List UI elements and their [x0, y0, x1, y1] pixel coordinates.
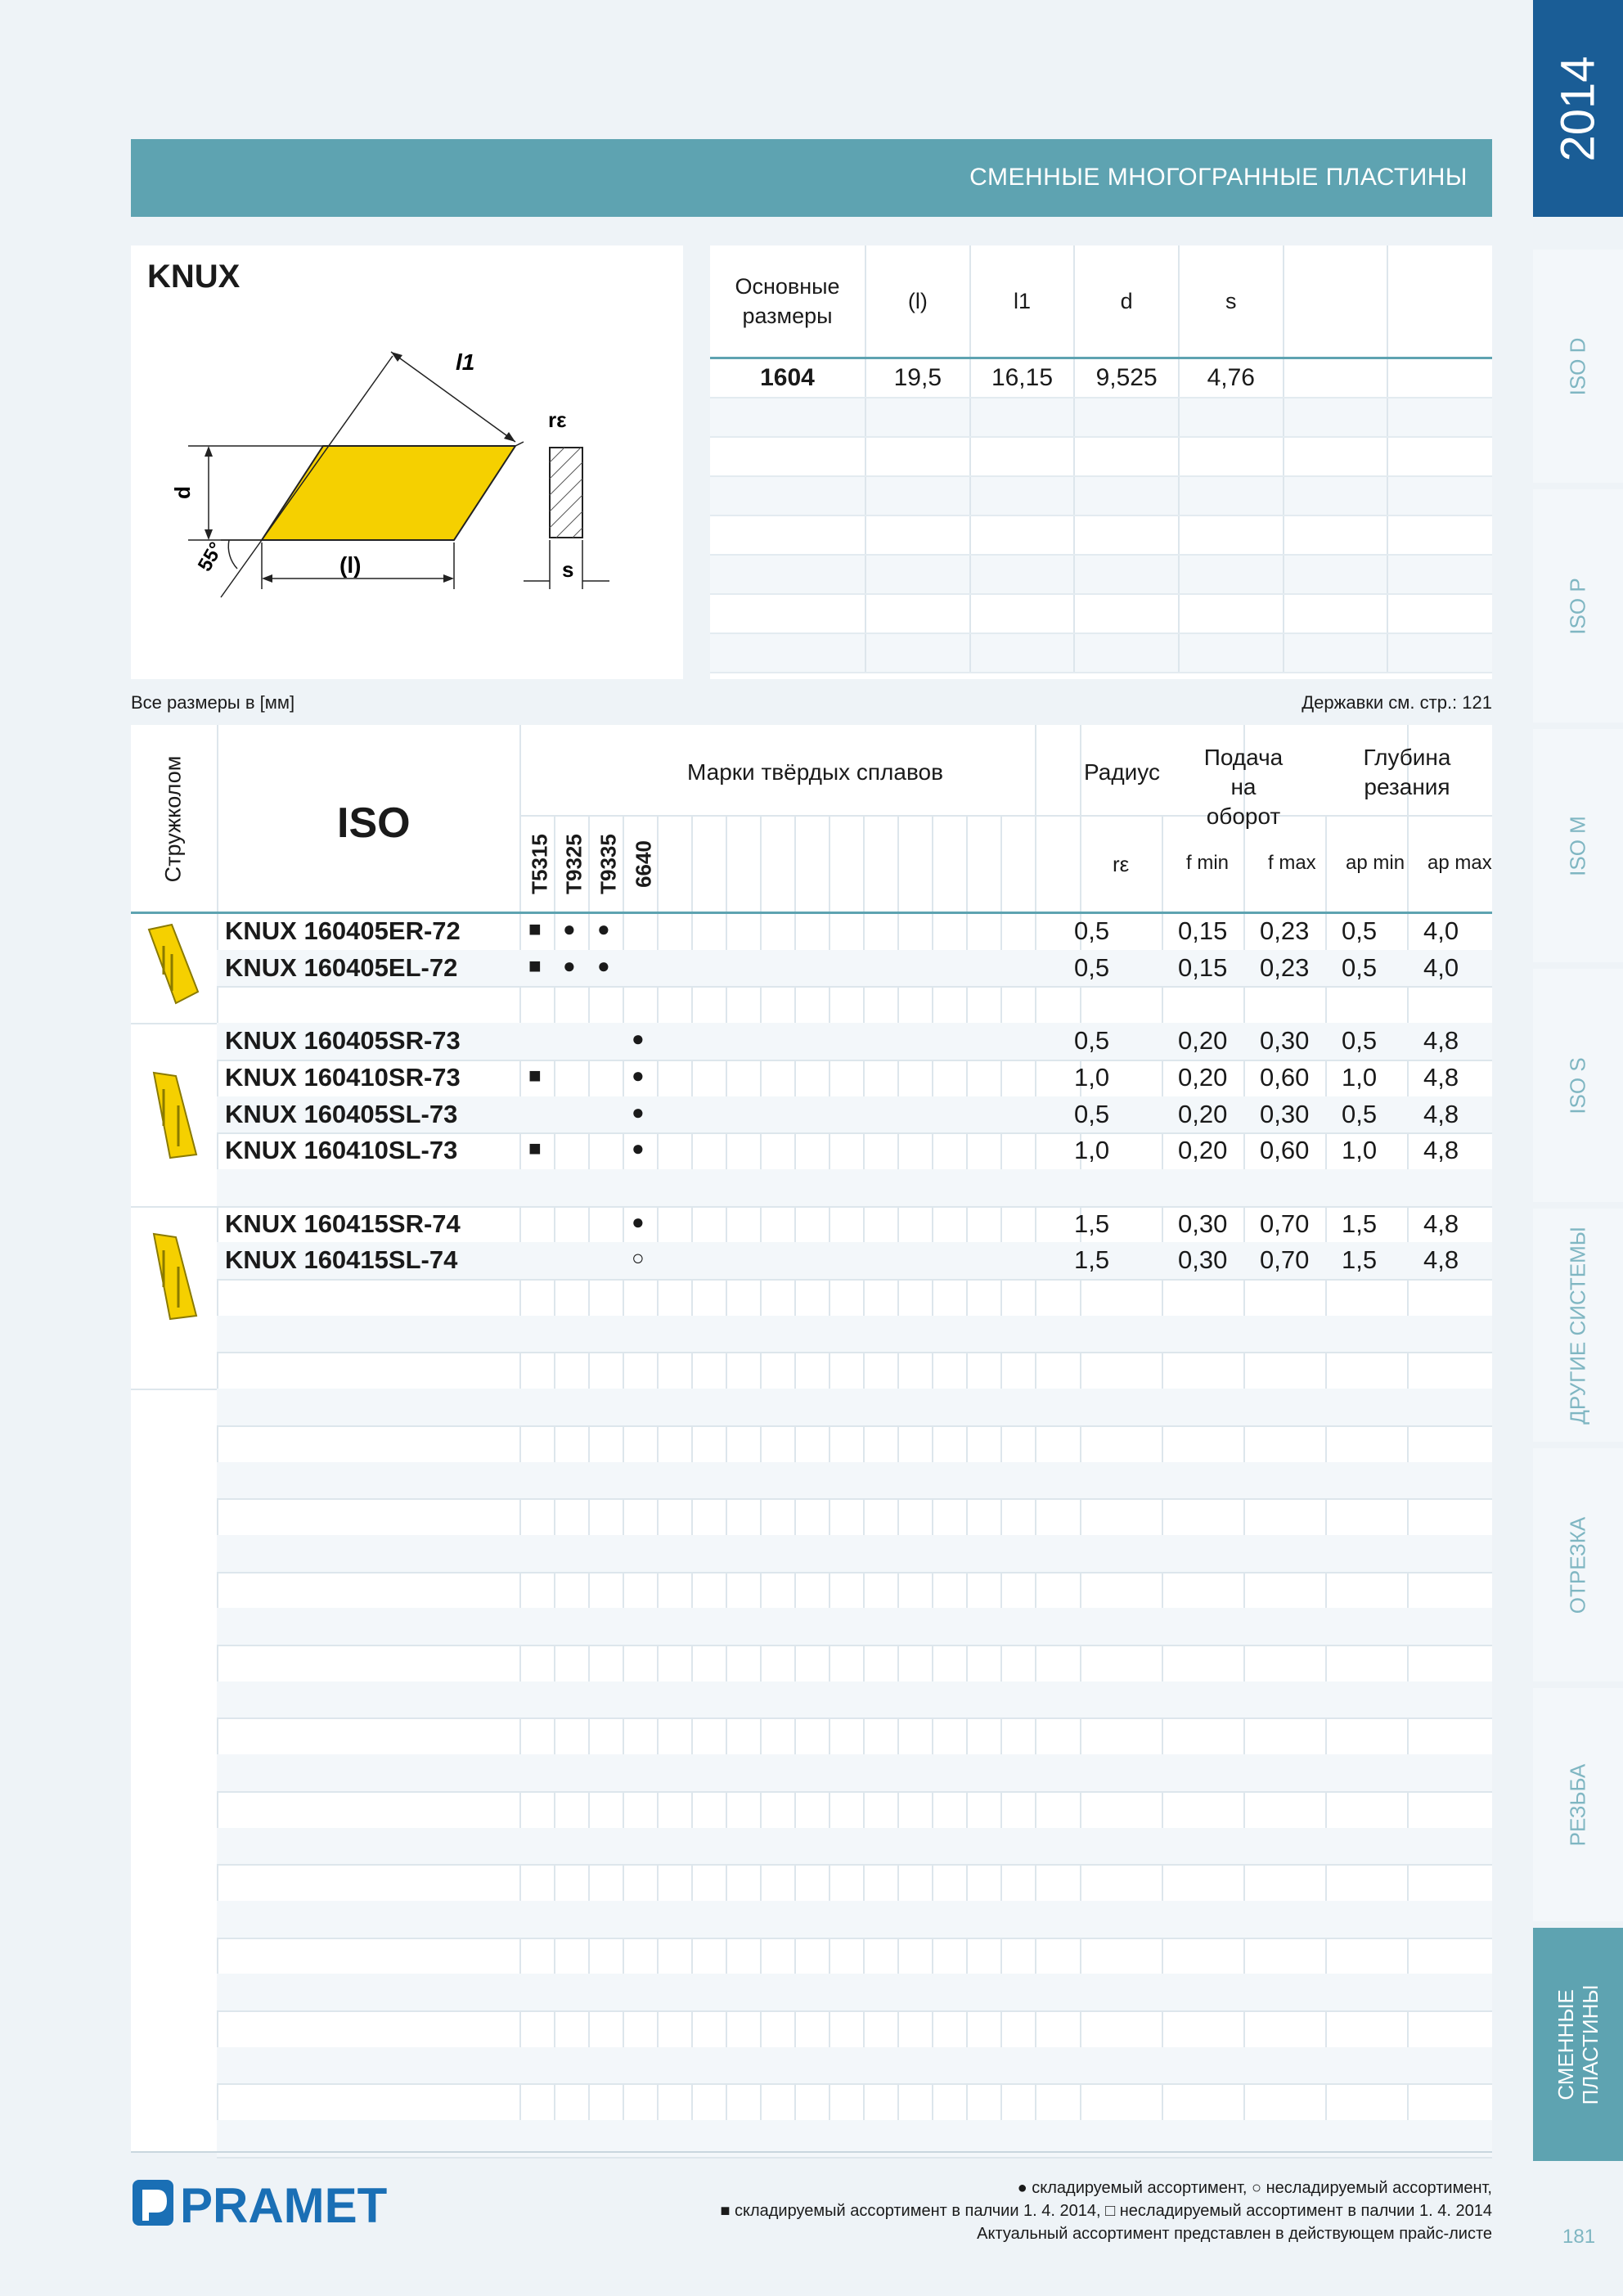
grid-line — [217, 1425, 1492, 1427]
tab-iso-d[interactable] — [1533, 250, 1623, 483]
row-band — [217, 1169, 1492, 1206]
header-radius: Радиус — [1084, 759, 1160, 785]
insert-code: KNUX 160415SR-74 — [225, 1209, 461, 1238]
availability-mark: ● — [597, 916, 610, 941]
row-band — [217, 1828, 1492, 1865]
grid-line — [217, 1206, 1492, 1208]
row-band — [217, 1974, 1492, 2010]
value-fmin: 0,15 — [1178, 916, 1228, 945]
value-r: 0,5 — [1074, 952, 1110, 982]
dim-cell: 4,76 — [1179, 358, 1284, 398]
header-iso: ISO — [337, 799, 411, 847]
row-band — [217, 1608, 1492, 1645]
value-apmin: 0,5 — [1342, 952, 1378, 982]
value-r: 0,5 — [1074, 916, 1110, 945]
row-band — [217, 1462, 1492, 1499]
availability-mark: ● — [597, 952, 610, 978]
row-band — [217, 1535, 1492, 1572]
table-row — [710, 515, 1492, 555]
row-band — [217, 1901, 1492, 1938]
header-divider — [131, 912, 1492, 914]
label-angle: 55° — [193, 538, 228, 575]
header-grades: Марки твёрдых сплавов — [687, 759, 943, 785]
grid-line — [217, 986, 1492, 988]
row-band — [217, 1316, 1492, 1353]
value-fmin: 0,20 — [1178, 1099, 1228, 1128]
grid-line — [217, 2157, 1492, 2159]
tab-inserts[interactable] — [1533, 1928, 1623, 2161]
dim-cell: 9,525 — [1074, 358, 1179, 398]
value-r: 1,5 — [1074, 1245, 1110, 1275]
table-row — [710, 633, 1492, 673]
chipbreaker-74-icon — [131, 1226, 217, 1328]
insert-code: KNUX 160410SL-73 — [225, 1136, 458, 1165]
table-bottom-line — [131, 2151, 1492, 2153]
table-row — [710, 358, 1492, 398]
grid-line — [217, 1717, 1492, 1719]
grade-label: T9335 — [596, 834, 621, 894]
value-apmin: 0,5 — [1342, 1026, 1378, 1056]
value-apmax: 4,0 — [1423, 916, 1459, 945]
availability-mark: ● — [632, 1062, 645, 1087]
availability-mark: ■ — [528, 952, 542, 978]
value-apmax: 4,8 — [1423, 1245, 1459, 1275]
sub-radius: rε — [1113, 852, 1130, 876]
value-apmin: 1,0 — [1342, 1062, 1378, 1092]
grid-line — [217, 1791, 1492, 1793]
insert-drawing — [131, 245, 683, 679]
dim-header — [1387, 245, 1492, 358]
sub-fmax: f max — [1268, 852, 1316, 874]
grid-line — [217, 1864, 1492, 1866]
availability-mark: ● — [632, 1099, 645, 1124]
value-apmin: 1,0 — [1342, 1136, 1378, 1165]
dimensions-header-row — [710, 245, 1492, 358]
grid-line — [217, 2010, 1492, 2012]
inserts-table — [131, 725, 1492, 2153]
value-apmax: 4,8 — [1423, 1026, 1459, 1056]
dim-cell: 1604 — [710, 358, 865, 398]
value-apmin: 1,5 — [1342, 1209, 1378, 1238]
value-apmin: 1,5 — [1342, 1245, 1378, 1275]
section-sidebar — [1533, 0, 1623, 2296]
value-r: 0,5 — [1074, 1099, 1110, 1128]
tab-label: РЕЗЬБА — [1565, 1763, 1590, 1846]
units-note: Все размеры в [мм] — [131, 692, 295, 713]
header-depth: Глубина резания — [1363, 745, 1451, 799]
dim-header: (l) — [865, 245, 970, 358]
row-band — [217, 1389, 1492, 1425]
dim-cell — [1284, 358, 1388, 398]
insert-code: KNUX 160405SR-73 — [225, 1026, 461, 1056]
grid-line — [217, 1498, 1492, 1500]
tab-label: ISO D — [1565, 337, 1590, 395]
grid-line — [217, 1938, 1492, 1939]
sub-apmin: ap min — [1346, 852, 1405, 874]
dim-cell: 19,5 — [865, 358, 970, 398]
sub-fmin: f min — [1186, 852, 1230, 874]
label-l: (l) — [339, 552, 362, 578]
value-r: 0,5 — [1074, 1026, 1110, 1056]
value-fmax: 0,30 — [1260, 1026, 1310, 1056]
group-divider — [131, 1389, 217, 1390]
label-s: s — [562, 557, 574, 582]
dim-header: d — [1074, 245, 1179, 358]
brand-name: PRAMET — [180, 2178, 388, 2231]
legend — [720, 2177, 1492, 2245]
value-fmin: 0,20 — [1178, 1136, 1228, 1165]
header-feed: Подача на оборот — [1203, 745, 1284, 829]
pramet-logo — [131, 2177, 401, 2231]
product-drawing-panel — [131, 245, 683, 679]
tab-parting[interactable] — [1533, 1448, 1623, 1681]
label-l1: l1 — [456, 349, 475, 375]
tab-iso-m[interactable] — [1533, 729, 1623, 962]
label-re: rε — [548, 407, 567, 432]
value-fmax: 0,23 — [1260, 952, 1310, 982]
tab-other-systems[interactable] — [1533, 1209, 1623, 1442]
tab-label: ОТРЕЗКА — [1565, 1516, 1590, 1614]
row-band — [217, 1681, 1492, 1718]
grade-label: 6640 — [631, 840, 656, 888]
insert-code: KNUX 160415SL-74 — [225, 1245, 458, 1275]
table-row — [710, 594, 1492, 633]
tab-label: СМЕННЫЕ ПЛАСТИНЫ — [1553, 1984, 1603, 2105]
holders-note: Державки см. стр.: 121 — [1302, 692, 1492, 713]
header-chipbreaker: Стружколом — [160, 755, 186, 883]
availability-mark: ● — [632, 1026, 645, 1051]
value-fmin: 0,30 — [1178, 1245, 1228, 1275]
dim-header — [1284, 245, 1388, 358]
value-r: 1,0 — [1074, 1062, 1110, 1092]
year-label: 2014 — [1551, 55, 1605, 162]
sub-apmax: ap max — [1427, 852, 1492, 874]
value-r: 1,0 — [1074, 1136, 1110, 1165]
insert-code: KNUX 160410SR-73 — [225, 1062, 461, 1092]
page-number: 181 — [1562, 2226, 1596, 2248]
product-code: KNUX — [147, 259, 241, 295]
grid-line — [217, 1352, 1492, 1353]
value-fmax: 0,70 — [1260, 1209, 1310, 1238]
tab-iso-s[interactable] — [1533, 969, 1623, 1202]
table-row — [710, 398, 1492, 437]
value-fmax: 0,60 — [1260, 1062, 1310, 1092]
grid-line — [217, 1279, 1492, 1281]
table-row — [710, 476, 1492, 515]
chipbreaker-73-icon — [131, 1065, 217, 1167]
value-fmax: 0,60 — [1260, 1136, 1310, 1165]
value-fmax: 0,70 — [1260, 1245, 1310, 1275]
grid-line — [217, 1132, 1492, 1134]
dimensions-table — [710, 245, 1492, 679]
value-apmin: 0,5 — [1342, 916, 1378, 945]
tab-label: ISO S — [1565, 1056, 1590, 1114]
row-band — [217, 2047, 1492, 2084]
dim-header: Основные размеры — [710, 245, 865, 358]
availability-mark: ● — [563, 916, 576, 941]
table-row — [710, 555, 1492, 594]
group-divider — [131, 1023, 217, 1024]
value-apmax: 4,8 — [1423, 1062, 1459, 1092]
grid-line — [217, 1572, 1492, 1573]
grade-label: T5315 — [527, 834, 552, 894]
availability-mark: ○ — [632, 1245, 645, 1271]
value-apmax: 4,8 — [1423, 1209, 1459, 1238]
value-fmin: 0,15 — [1178, 952, 1228, 982]
availability-mark: ■ — [528, 1062, 542, 1087]
value-apmax: 4,8 — [1423, 1099, 1459, 1128]
insert-code: KNUX 160405EL-72 — [225, 952, 458, 982]
grid-line — [217, 1645, 1492, 1646]
dim-cell: 16,15 — [970, 358, 1075, 398]
grid-line — [217, 2083, 1492, 2085]
tab-threading[interactable] — [1533, 1688, 1623, 1921]
tab-iso-p[interactable] — [1533, 489, 1623, 723]
dim-cell — [1387, 358, 1492, 398]
value-r: 1,5 — [1074, 1209, 1110, 1238]
group-divider — [131, 1206, 217, 1208]
legend-line: ● складируемый ассортимент, ○ несладируемый ассортимент, — [1017, 2179, 1492, 2197]
value-fmin: 0,20 — [1178, 1062, 1228, 1092]
value-apmax: 4,8 — [1423, 1136, 1459, 1165]
availability-mark: ■ — [528, 1136, 542, 1161]
tab-label: ISO M — [1565, 815, 1590, 876]
row-band — [217, 1754, 1492, 1791]
dim-header: l1 — [970, 245, 1075, 358]
availability-mark: ■ — [528, 916, 542, 941]
tab-label: ДРУГИЕ СИСТЕМЫ — [1565, 1226, 1590, 1425]
grade-label: T9325 — [561, 834, 587, 894]
label-d: d — [170, 486, 195, 499]
chipbreaker-72-icon — [131, 913, 217, 1015]
insert-code: KNUX 160405ER-72 — [225, 916, 461, 945]
legend-line: Актуальный ассортимент представлен в действующем прайс-листе — [977, 2225, 1492, 2243]
value-fmax: 0,30 — [1260, 1099, 1310, 1128]
section-title: СМЕННЫЕ МНОГОГРАННЫЕ ПЛАСТИНЫ — [969, 164, 1468, 191]
legend-line: ■ складируемый ассортимент в палчии 1. 4. 2014, □ несладируемый ассортимент в палчии 1. 4. 2014 — [720, 2202, 1492, 2220]
value-fmin: 0,30 — [1178, 1209, 1228, 1238]
value-fmin: 0,20 — [1178, 1026, 1228, 1056]
tab-label: ISO P — [1565, 577, 1590, 635]
value-fmax: 0,23 — [1260, 916, 1310, 945]
grid-line — [519, 815, 1492, 817]
insert-code: KNUX 160405SL-73 — [225, 1099, 458, 1128]
availability-mark: ● — [563, 952, 576, 978]
grid-line — [217, 1060, 1492, 1061]
table-row — [710, 437, 1492, 476]
dim-header: s — [1179, 245, 1284, 358]
availability-mark: ● — [632, 1209, 645, 1234]
availability-mark: ● — [632, 1136, 645, 1161]
value-apmax: 4,0 — [1423, 952, 1459, 982]
year-tab — [1533, 0, 1623, 217]
section-header-bar — [131, 139, 1492, 217]
value-apmin: 0,5 — [1342, 1099, 1378, 1128]
